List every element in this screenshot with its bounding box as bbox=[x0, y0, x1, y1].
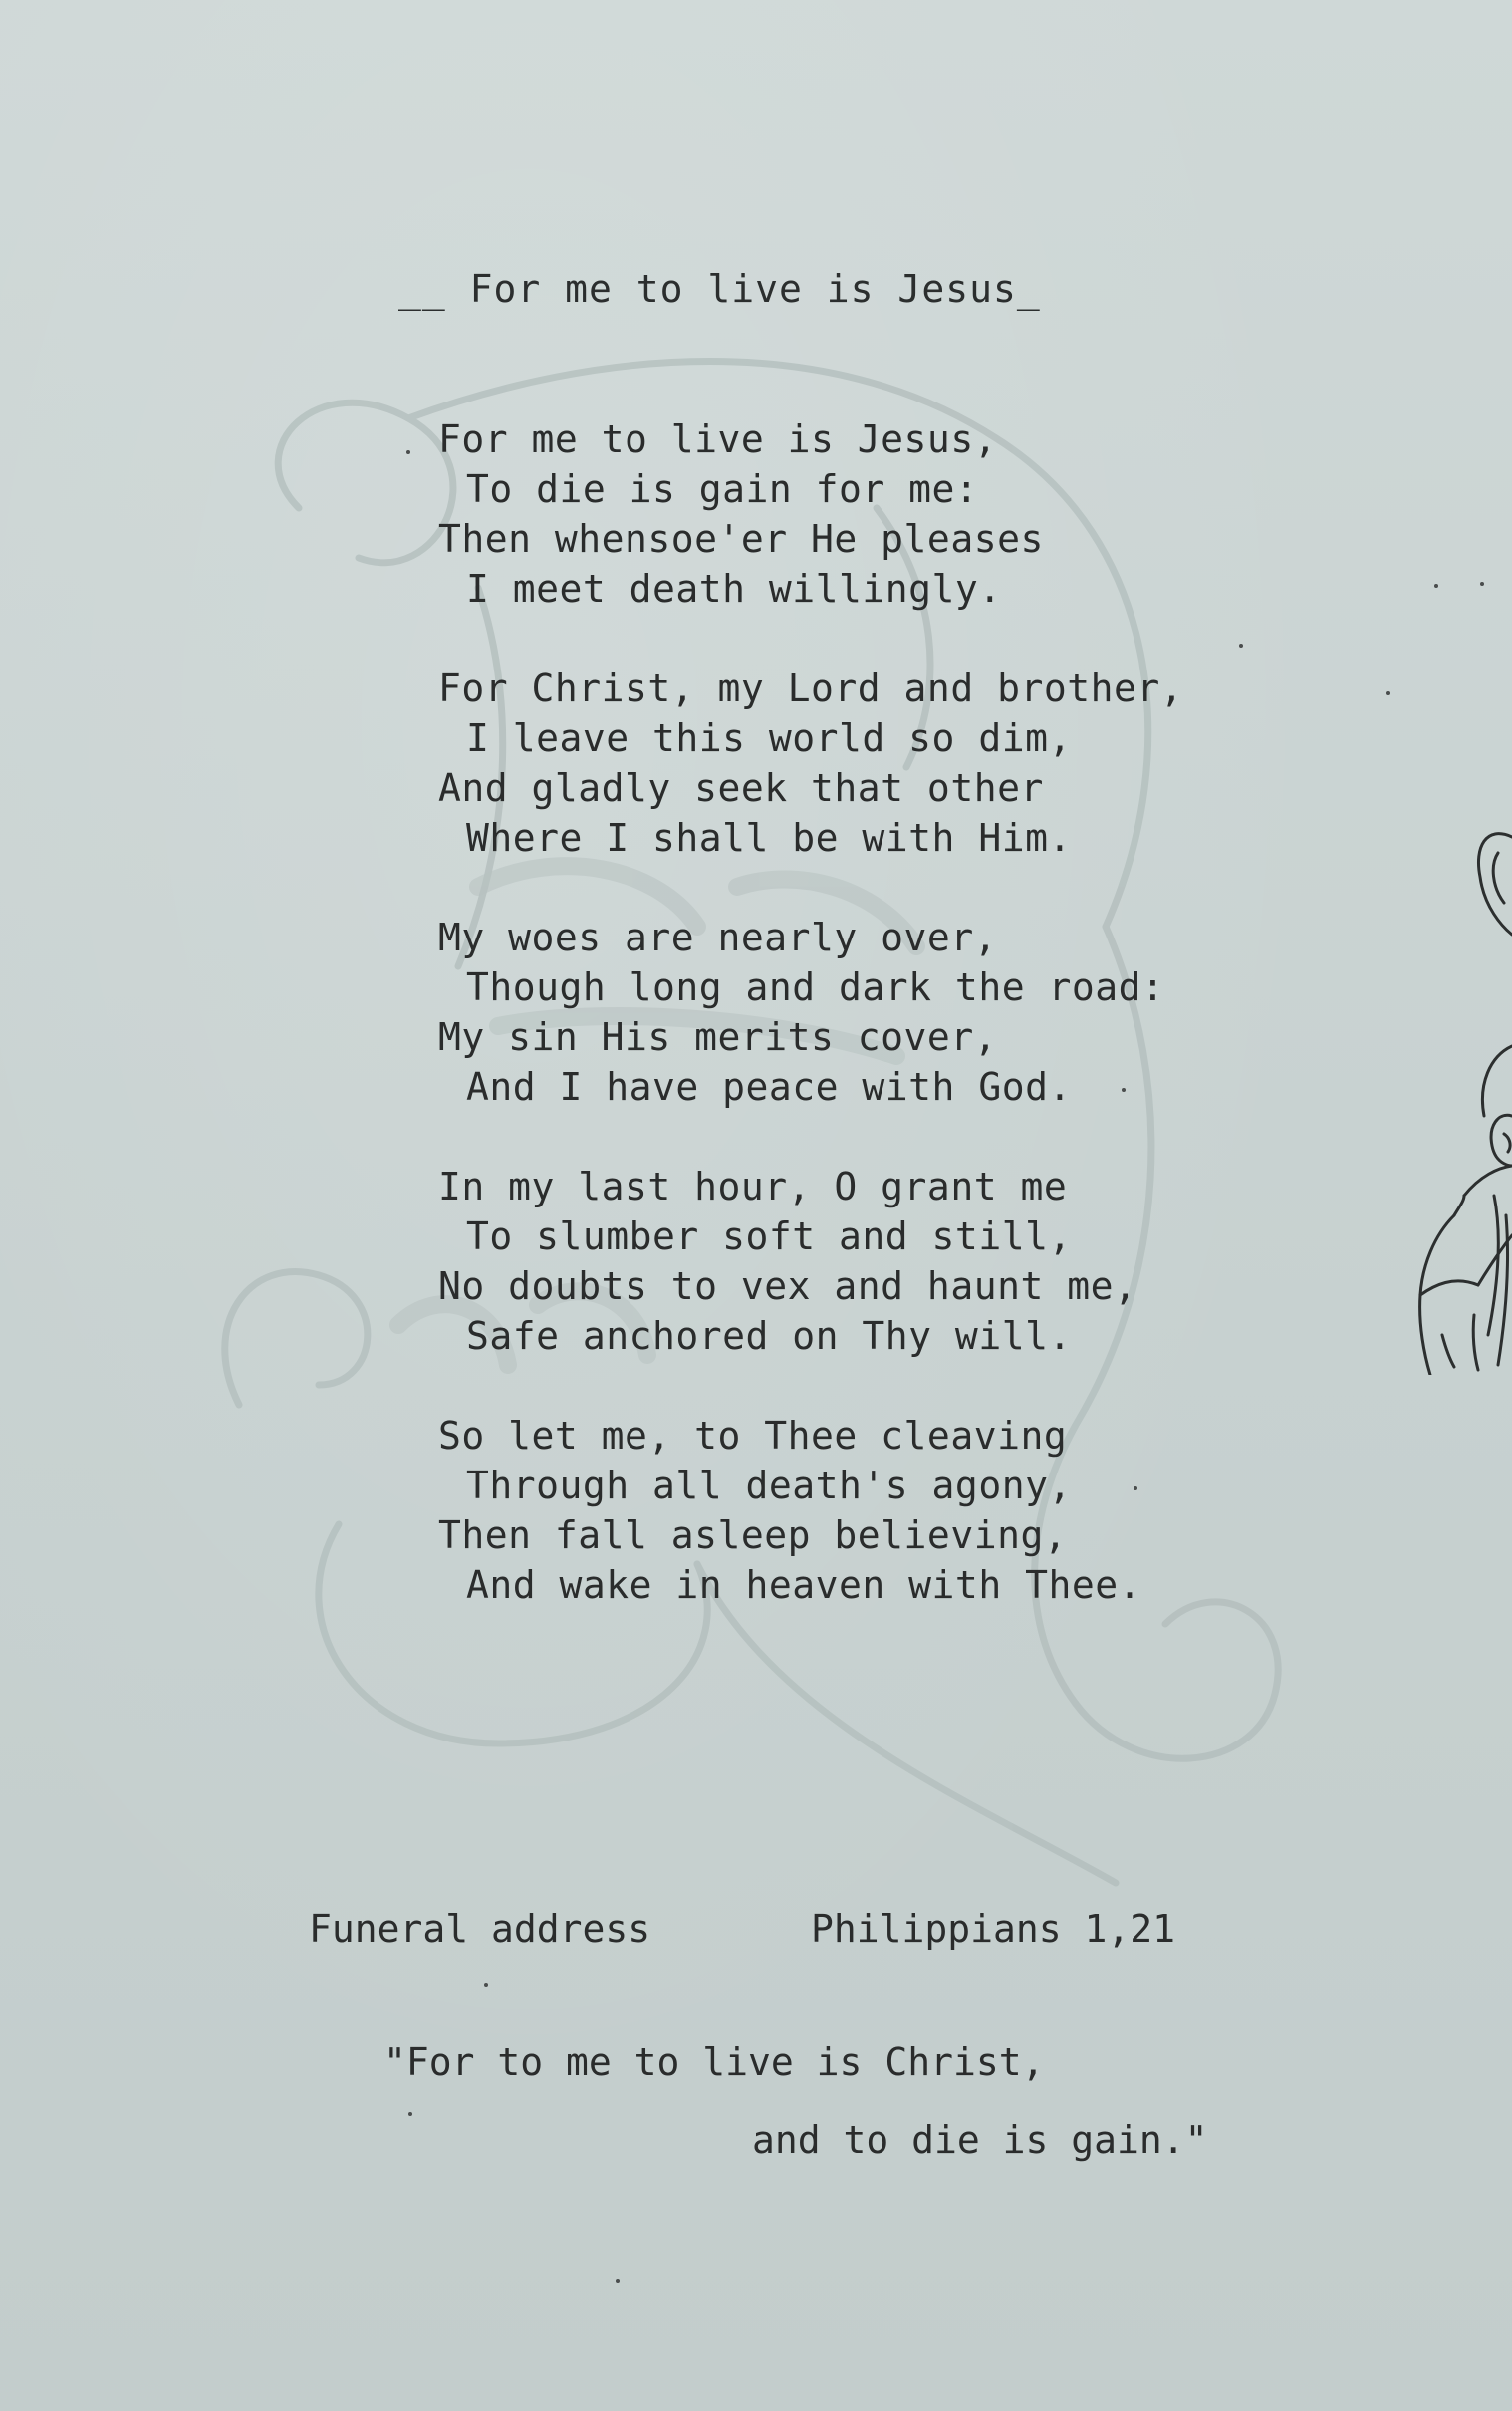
poem-title: __ For me to live is Jesus_ bbox=[398, 267, 1041, 311]
poem-line: And gladly seek that other bbox=[438, 766, 1044, 810]
poem-line: And wake in heaven with Thee. bbox=[466, 1563, 1141, 1607]
verse-line-2: and to die is gain." bbox=[752, 2118, 1208, 2162]
poem-line: Safe anchored on Thy will. bbox=[466, 1314, 1072, 1358]
poem-line: I meet death willingly. bbox=[466, 567, 1002, 611]
stanza-3 bbox=[438, 913, 1183, 1112]
ink-speck bbox=[616, 2279, 620, 2283]
poem-line: I leave this world so dim, bbox=[466, 716, 1072, 760]
ink-speck bbox=[1434, 584, 1438, 588]
stanza-4 bbox=[438, 1162, 1183, 1361]
poem-line: To die is gain for me: bbox=[466, 467, 979, 511]
ink-speck bbox=[1480, 582, 1484, 586]
ink-speck bbox=[484, 1983, 488, 1987]
poem bbox=[438, 414, 1183, 1660]
poem-line: Through all death's agony, bbox=[466, 1464, 1072, 1507]
ink-speck bbox=[408, 2112, 412, 2116]
funeral-address-label: Funeral address bbox=[309, 1907, 651, 1951]
poem-line: For Christ, my Lord and brother, bbox=[438, 667, 1184, 710]
poem-line: My woes are nearly over, bbox=[438, 916, 998, 959]
poem-line: And I have peace with God. bbox=[466, 1065, 1072, 1109]
ink-speck bbox=[1122, 1088, 1126, 1092]
scripture-reference: Philippians 1,21 bbox=[811, 1907, 1176, 1951]
poem-line: In my last hour, O grant me bbox=[438, 1165, 1068, 1208]
ink-speck bbox=[406, 450, 410, 454]
poem-line: No doubts to vex and haunt me, bbox=[438, 1264, 1137, 1308]
poem-line: To slumber soft and still, bbox=[466, 1214, 1072, 1258]
poem-line: So let me, to Thee cleaving bbox=[438, 1414, 1068, 1458]
poem-line: Where I shall be with Him. bbox=[466, 816, 1072, 860]
stanza-5 bbox=[438, 1411, 1183, 1610]
ink-speck bbox=[1239, 644, 1243, 648]
ink-speck bbox=[1134, 1486, 1137, 1490]
verse-line-1: "For to me to live is Christ, bbox=[383, 2040, 1045, 2084]
praying-figure-drawing bbox=[1394, 817, 1512, 1375]
poem-line: For me to live is Jesus, bbox=[438, 417, 998, 461]
poem-line: Then fall asleep believing, bbox=[438, 1513, 1068, 1557]
stanza-1 bbox=[438, 414, 1183, 614]
ink-speck bbox=[1386, 691, 1390, 695]
stanza-2 bbox=[438, 664, 1183, 863]
poem-line: Then whensoe'er He pleases bbox=[438, 517, 1044, 561]
poem-line: My sin His merits cover, bbox=[438, 1015, 998, 1059]
poem-line: Though long and dark the road: bbox=[466, 965, 1165, 1009]
